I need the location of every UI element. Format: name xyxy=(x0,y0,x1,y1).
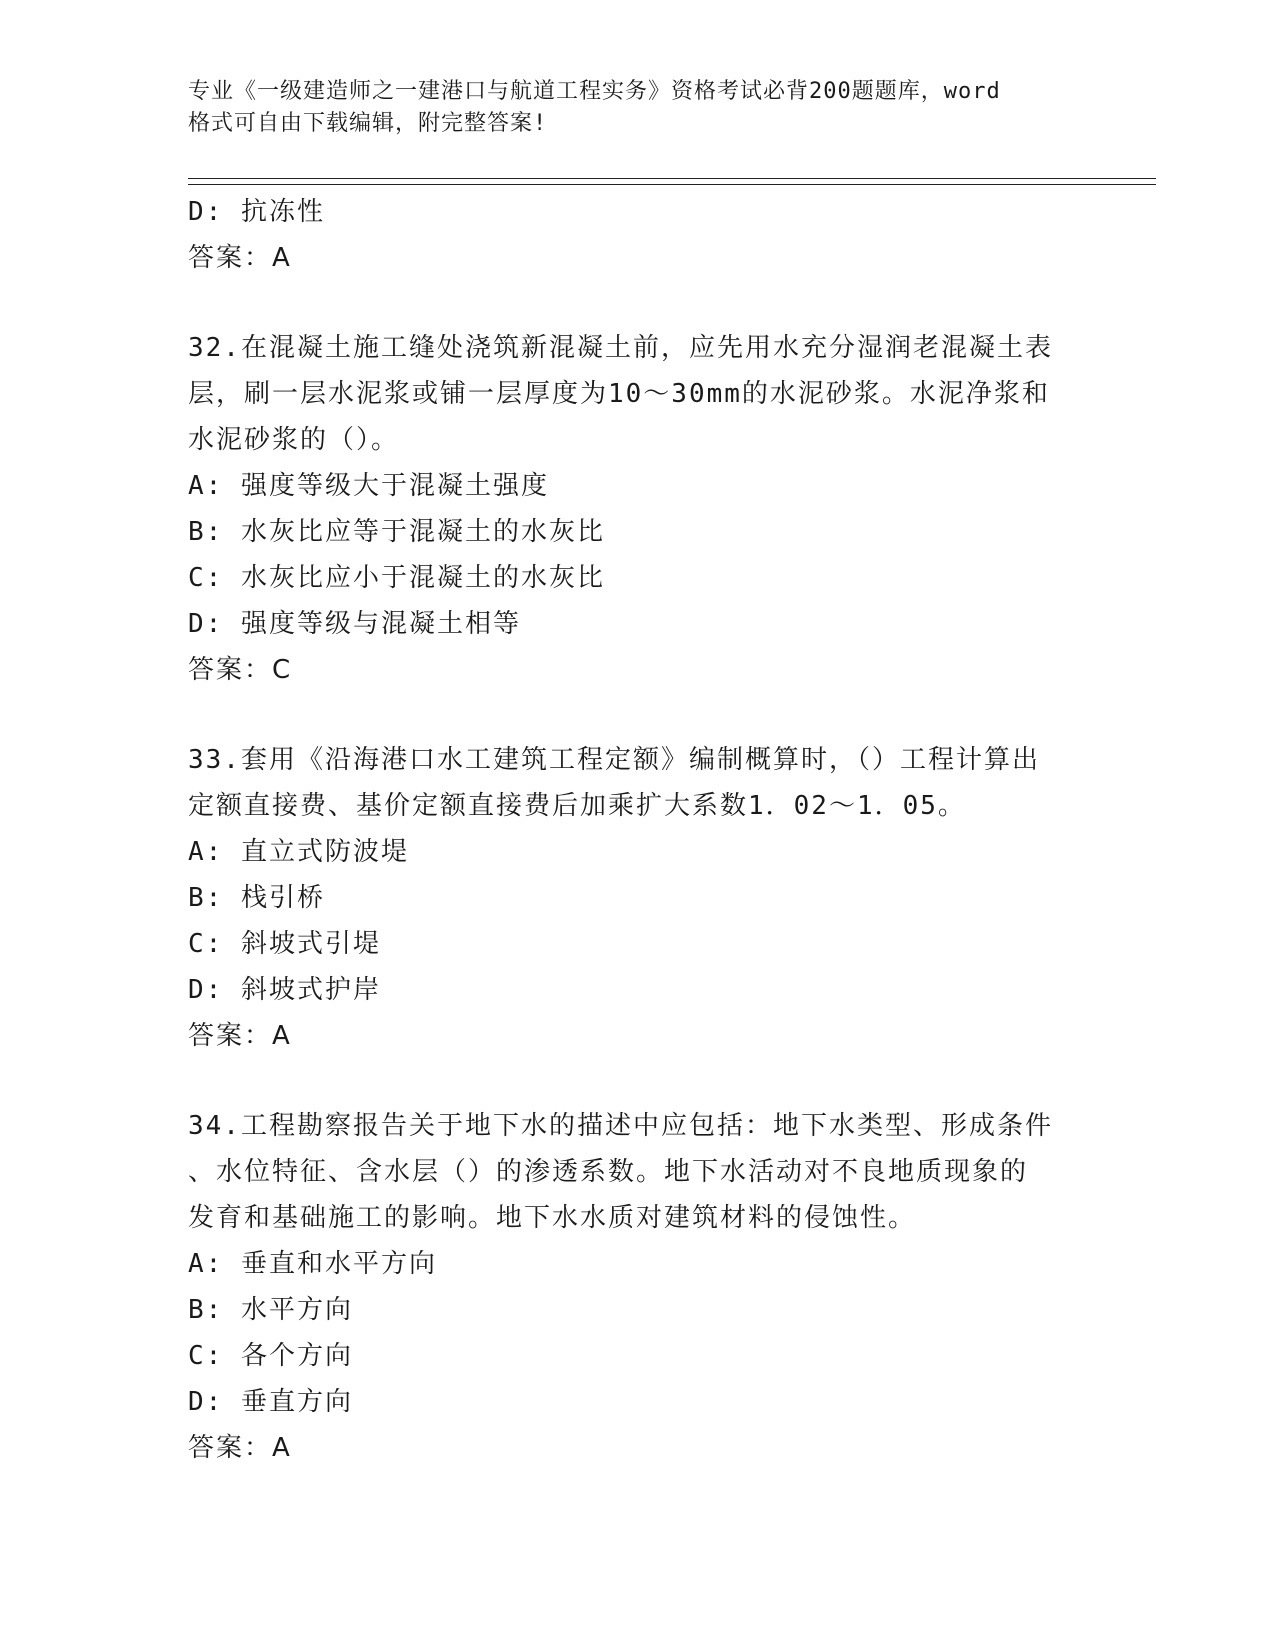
question-stem-line: 层，刷一层水泥浆或铺一层厚度为10～30mm的水泥砂浆。水泥净浆和 xyxy=(188,379,1050,409)
option-c: C: 水灰比应小于混凝土的水灰比 xyxy=(188,563,605,593)
option-a: A: 直立式防波堤 xyxy=(188,837,409,867)
option-a: A: 垂直和水平方向 xyxy=(188,1249,437,1279)
header-line-1: 专业《一级建造师之一建港口与航道工程实务》资格考试必背200题题库，word xyxy=(188,79,1001,104)
question-32 xyxy=(188,325,1088,693)
question-stem-line: 水泥砂浆的（）。 xyxy=(188,425,400,455)
option-c: C: 斜坡式引堤 xyxy=(188,929,381,959)
question-stem-line: 、水位特征、含水层（）的渗透系数。地下水活动对不良地质现象的 xyxy=(188,1157,1029,1187)
option-c: C: 各个方向 xyxy=(188,1341,353,1371)
option-d: D: 抗冻性 xyxy=(188,197,325,227)
question-content xyxy=(188,189,1088,1471)
header-line-2: 格式可自由下载编辑，附完整答案! xyxy=(188,111,548,136)
option-a: A: 强度等级大于混凝土强度 xyxy=(188,471,549,501)
answer-line: 答案：C xyxy=(188,655,293,685)
answer-line: 答案：A xyxy=(188,1021,292,1051)
option-d: D: 强度等级与混凝土相等 xyxy=(188,609,521,639)
option-b: B: 水灰比应等于混凝土的水灰比 xyxy=(188,517,605,547)
question-stem-line: 定额直接费、基价定额直接费后加乘扩大系数1．02～1．05。 xyxy=(188,791,966,821)
option-d: D: 垂直方向 xyxy=(188,1387,353,1417)
answer-line: 答案：A xyxy=(188,1433,292,1463)
option-b: B: 水平方向 xyxy=(188,1295,353,1325)
question-stem-line: 34.工程勘察报告关于地下水的描述中应包括：地下水类型、形成条件 xyxy=(188,1111,1053,1141)
question-33 xyxy=(188,737,1088,1059)
option-b: B: 栈引桥 xyxy=(188,883,325,913)
question-stem-line: 32.在混凝土施工缝处浇筑新混凝土前，应先用水充分湿润老混凝土表 xyxy=(188,333,1053,363)
question-34 xyxy=(188,1103,1088,1471)
question-stem-line: 发育和基础施工的影响。地下水水质对建筑材料的侵蚀性。 xyxy=(188,1203,917,1233)
previous-question-tail xyxy=(188,189,1088,281)
page-header xyxy=(188,76,1068,140)
question-stem-line: 33.套用《沿海港口水工建筑工程定额》编制概算时，（）工程计算出 xyxy=(188,745,1040,775)
answer-line: 答案：A xyxy=(188,243,292,273)
header-divider xyxy=(188,178,1156,185)
option-d: D: 斜坡式护岸 xyxy=(188,975,381,1005)
